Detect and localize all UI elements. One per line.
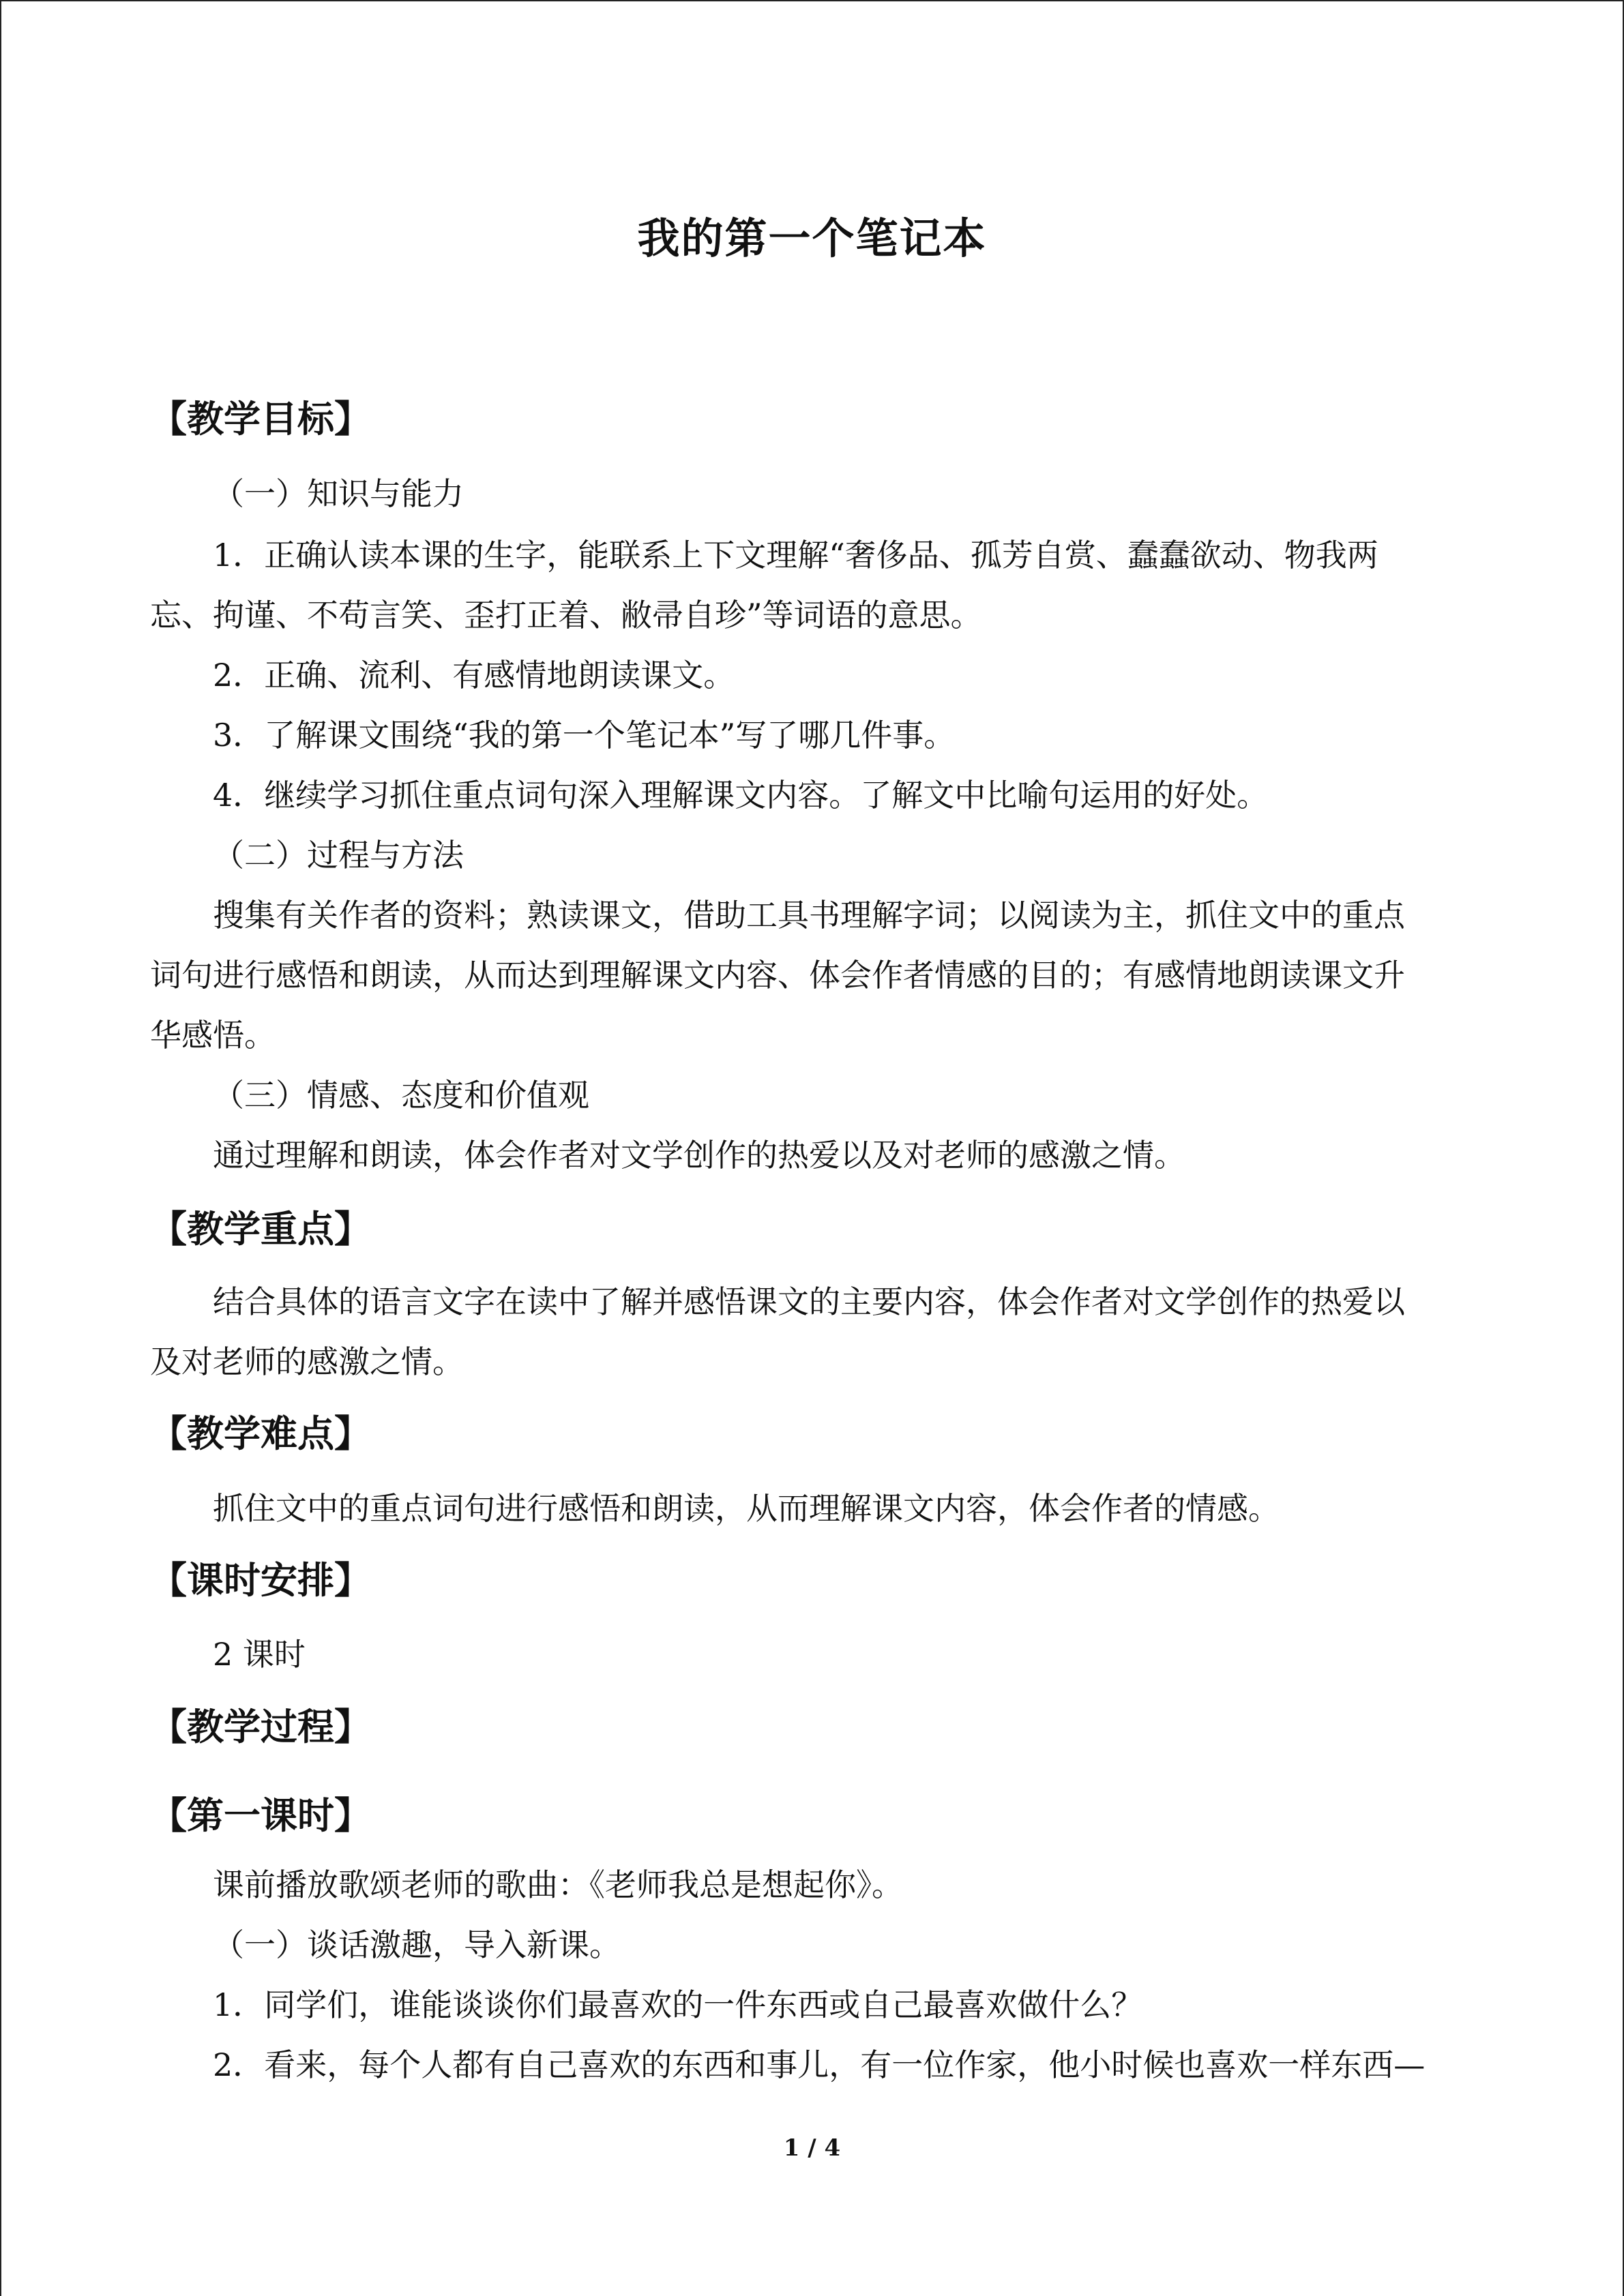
section-heading-difficulties: 【教学难点】 xyxy=(150,1412,371,1455)
paragraph-line: 课前播放歌颂老师的歌曲：《老师我总是想起你》。 xyxy=(213,1866,903,1903)
section-heading-process: 【教学过程】 xyxy=(150,1705,371,1748)
paragraph-line: 抓住文中的重点词句进行感悟和朗读，从而理解课文内容，体会作者的情感。 xyxy=(213,1490,1280,1527)
document-title: 我的第一个笔记本 xyxy=(637,213,987,263)
subheading-emotion: （三）情感、态度和价值观 xyxy=(213,1077,589,1114)
section-heading-key-points: 【教学重点】 xyxy=(150,1208,371,1251)
section-heading-objectives: 【教学目标】 xyxy=(150,398,371,441)
paragraph-line: 词句进行感悟和朗读，从而达到理解课文内容、体会作者情感的目的；有感情地朗读课文升 xyxy=(150,957,1405,994)
subheading-knowledge: （一）知识与能力 xyxy=(213,475,464,512)
paragraph-line: 忘、拘谨、不苟言笑、歪打正着、敝帚自珍”等词语的意思。 xyxy=(150,597,982,633)
paragraph-line: 通过理解和朗读，体会作者对文学创作的热爱以及对老师的感激之情。 xyxy=(213,1137,1185,1174)
paragraph-line: 2 课时 xyxy=(213,1636,306,1673)
paragraph-line: （一）谈话激趣，导入新课。 xyxy=(213,1926,621,1963)
paragraph-line: 及对老师的感激之情。 xyxy=(150,1343,464,1380)
paragraph-line: 4．继续学习抓住重点词句深入理解课文内容。了解文中比喻句运用的好处。 xyxy=(213,777,1269,814)
paragraph-line: 2．正确、流利、有感情地朗读课文。 xyxy=(213,657,735,694)
section-heading-schedule: 【课时安排】 xyxy=(150,1559,371,1602)
paragraph-line: 搜集有关作者的资料；熟读课文，借助工具书理解字词；以阅读为主，抓住文中的重点 xyxy=(213,897,1405,934)
page-number: 1 / 4 xyxy=(783,2134,841,2162)
paragraph-line: 3．了解课文围绕“我的第一个笔记本”写了哪几件事。 xyxy=(213,717,956,754)
page-border xyxy=(0,0,1,2296)
paragraph-line: 结合具体的语言文字在读中了解并感悟课文的主要内容，体会作者对文学创作的热爱以 xyxy=(213,1283,1405,1320)
paragraph-line: 1．正确认读本课的生字，能联系上下文理解“奢侈品、孤芳自赏、蠢蠢欲动、物我两 xyxy=(213,537,1378,573)
paragraph-line: 1．同学们，谁能谈谈你们最喜欢的一件东西或自己最喜欢做什么？ xyxy=(213,1986,1143,2023)
subheading-method: （二）过程与方法 xyxy=(213,837,464,874)
paragraph-line: 2．看来，每个人都有自己喜欢的东西和事儿，有一位作家，他小时候也喜欢一样东西— xyxy=(213,2046,1426,2083)
section-heading-lesson1: 【第一课时】 xyxy=(150,1794,371,1837)
paragraph-line: 华感悟。 xyxy=(150,1017,276,1054)
page-border xyxy=(0,0,1624,1)
